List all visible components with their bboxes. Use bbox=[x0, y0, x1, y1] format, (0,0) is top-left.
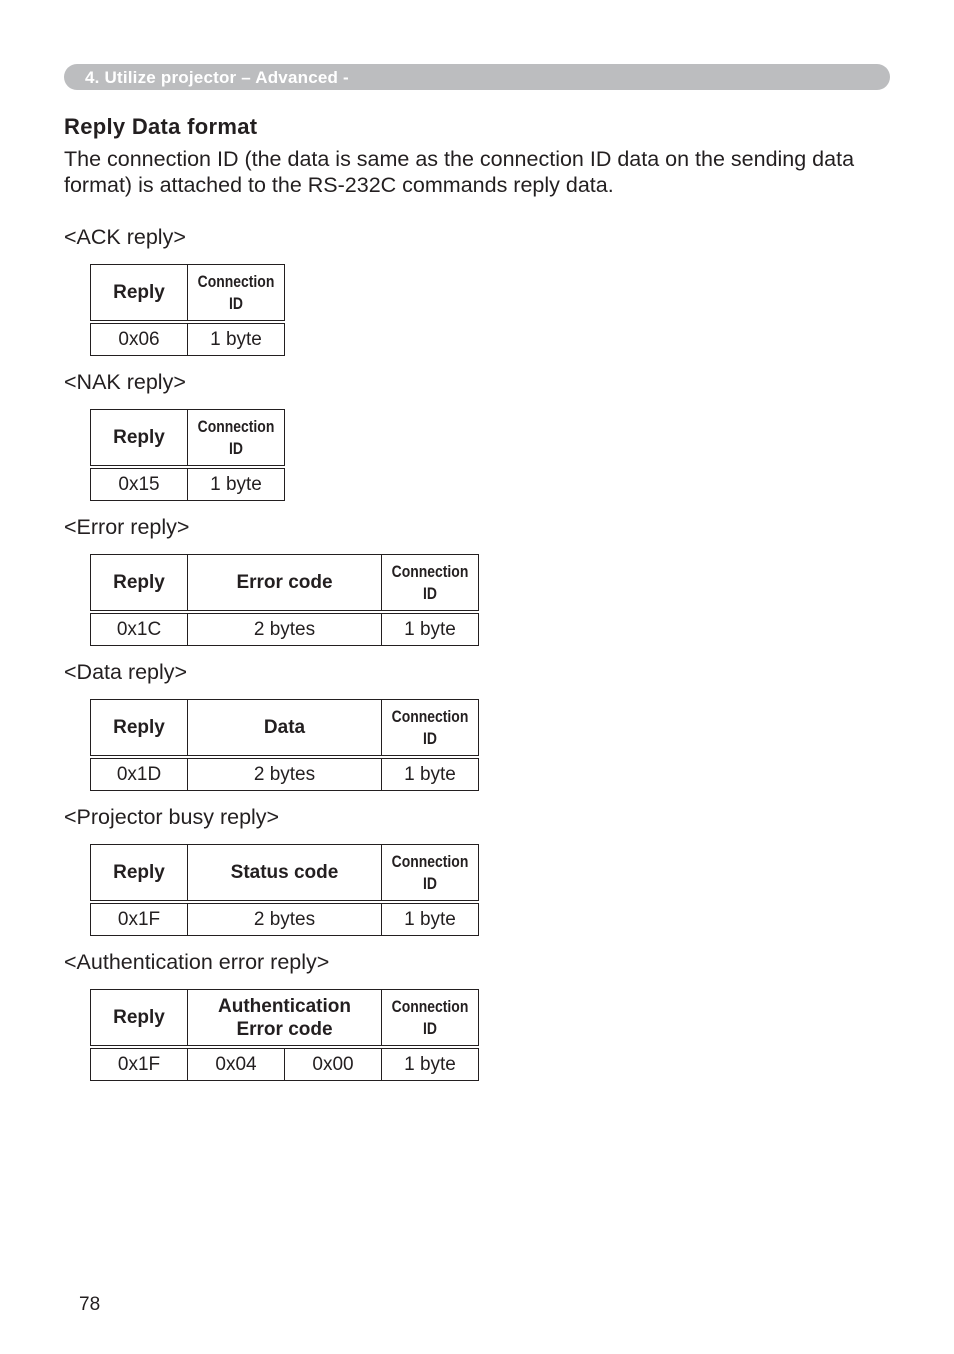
table-cell: 0x15 bbox=[91, 467, 188, 501]
auth-error-reply-table bbox=[90, 989, 479, 1081]
table-cell: 0x06 bbox=[91, 322, 188, 356]
table-cell: 0x1F bbox=[91, 1047, 188, 1081]
table-cell: 0x1F bbox=[91, 902, 188, 936]
table-row bbox=[91, 757, 479, 791]
table-header-row bbox=[91, 555, 479, 613]
table-cell: 1 byte bbox=[188, 322, 285, 356]
table-header-row bbox=[91, 990, 479, 1048]
header-cell-connection-id: Connection ID bbox=[188, 410, 285, 468]
table-cell: 2 bytes bbox=[188, 757, 382, 791]
nak-reply-table bbox=[90, 409, 285, 501]
table-row bbox=[91, 322, 285, 356]
intro-paragraph: The connection ID (the data is same as the connection ID data on the sending data format) is attached to the RS-232C commands reply data. bbox=[64, 147, 855, 197]
table-cell: 1 byte bbox=[382, 612, 479, 646]
header-cell-reply: Reply bbox=[91, 845, 188, 903]
table-cell: 1 byte bbox=[188, 467, 285, 501]
chapter-header-bar bbox=[64, 64, 890, 90]
header-cell-connection-id: Connection ID bbox=[382, 555, 479, 613]
table-cell: 0x1C bbox=[91, 612, 188, 646]
ack-reply-table bbox=[90, 264, 285, 356]
table-row bbox=[91, 612, 479, 646]
header-cell-data: Data bbox=[188, 700, 382, 758]
data-reply-label: <Data reply> bbox=[64, 660, 188, 684]
header-cell-reply: Reply bbox=[91, 700, 188, 758]
table-header-row bbox=[91, 845, 479, 903]
table-cell: 0x04 bbox=[188, 1047, 285, 1081]
table-cell: 0x1D bbox=[91, 757, 188, 791]
table-cell: 0x00 bbox=[285, 1047, 382, 1081]
table-row bbox=[91, 1047, 479, 1081]
header-cell-reply: Reply bbox=[91, 265, 188, 323]
error-reply-table bbox=[90, 554, 479, 646]
table-row bbox=[91, 902, 479, 936]
table-header-row bbox=[91, 410, 285, 468]
busy-reply-table bbox=[90, 844, 479, 936]
header-cell-connection-id: Connection ID bbox=[382, 990, 479, 1048]
header-cell-reply: Reply bbox=[91, 555, 188, 613]
auth-error-reply-label: <Authentication error reply> bbox=[64, 950, 330, 974]
table-cell: 1 byte bbox=[382, 757, 479, 791]
table-cell: 1 byte bbox=[382, 1047, 479, 1081]
table-header-row bbox=[91, 700, 479, 758]
busy-reply-label: <Projector busy reply> bbox=[64, 805, 280, 829]
header-cell-authentication-error-code: Authentication Error code bbox=[188, 990, 382, 1048]
table-cell: 2 bytes bbox=[188, 612, 382, 646]
header-cell-connection-id: Connection ID bbox=[382, 845, 479, 903]
page-number: 78 bbox=[79, 1294, 101, 1315]
header-cell-status-code: Status code bbox=[188, 845, 382, 903]
data-reply-table bbox=[90, 699, 479, 791]
section-title: Reply Data format bbox=[64, 114, 258, 139]
chapter-header-text: 4. Utilize projector – Advanced - bbox=[85, 68, 349, 87]
error-reply-label: <Error reply> bbox=[64, 515, 190, 539]
header-cell-error-code: Error code bbox=[188, 555, 382, 613]
table-header-row bbox=[91, 265, 285, 323]
header-cell-reply: Reply bbox=[91, 990, 188, 1048]
table-cell: 2 bytes bbox=[188, 902, 382, 936]
table-cell: 1 byte bbox=[382, 902, 479, 936]
header-cell-connection-id: Connection ID bbox=[188, 265, 285, 323]
header-cell-connection-id: Connection ID bbox=[382, 700, 479, 758]
ack-reply-label: <ACK reply> bbox=[64, 225, 186, 249]
header-cell-reply: Reply bbox=[91, 410, 188, 468]
table-row bbox=[91, 467, 285, 501]
nak-reply-label: <NAK reply> bbox=[64, 370, 186, 394]
